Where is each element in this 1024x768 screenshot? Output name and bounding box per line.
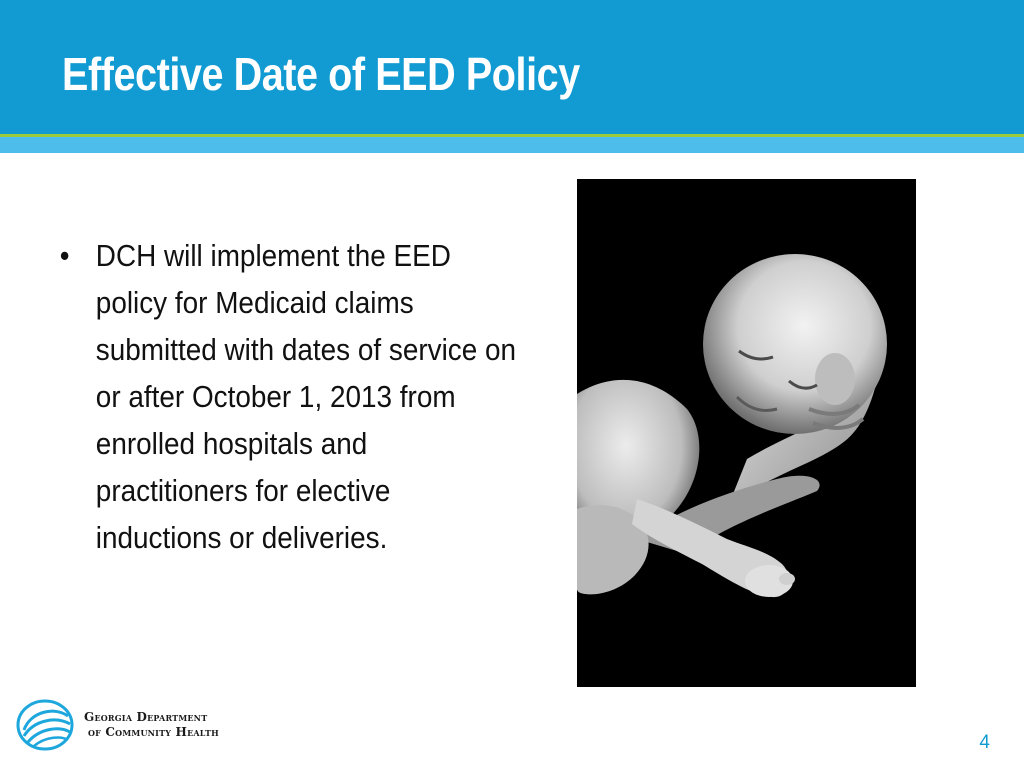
- title-rule-blue: [0, 137, 1024, 153]
- swirl-logo-icon: [16, 698, 78, 752]
- sleeping-newborn-icon: [577, 179, 916, 687]
- slide-title: Effective Date of EED Policy: [62, 48, 580, 100]
- newborn-photo: [577, 179, 916, 687]
- dch-logo: [16, 698, 256, 752]
- bullet-item: [58, 232, 519, 561]
- logo-line-2: of Community Health: [88, 725, 219, 739]
- bullet-list: [58, 232, 517, 561]
- logo-wordmark: [84, 710, 219, 740]
- logo-line-1: Georgia Department: [84, 710, 208, 724]
- bullet-text: DCH will implement the EED policy for Medicaid claims submitted with dates of service on or after October 1, 2013 from enrolled hospitals and practitioners for elective inductions or deliveries.: [95, 238, 517, 555]
- page-number: 4: [979, 732, 990, 753]
- bullet-icon: •: [59, 238, 70, 273]
